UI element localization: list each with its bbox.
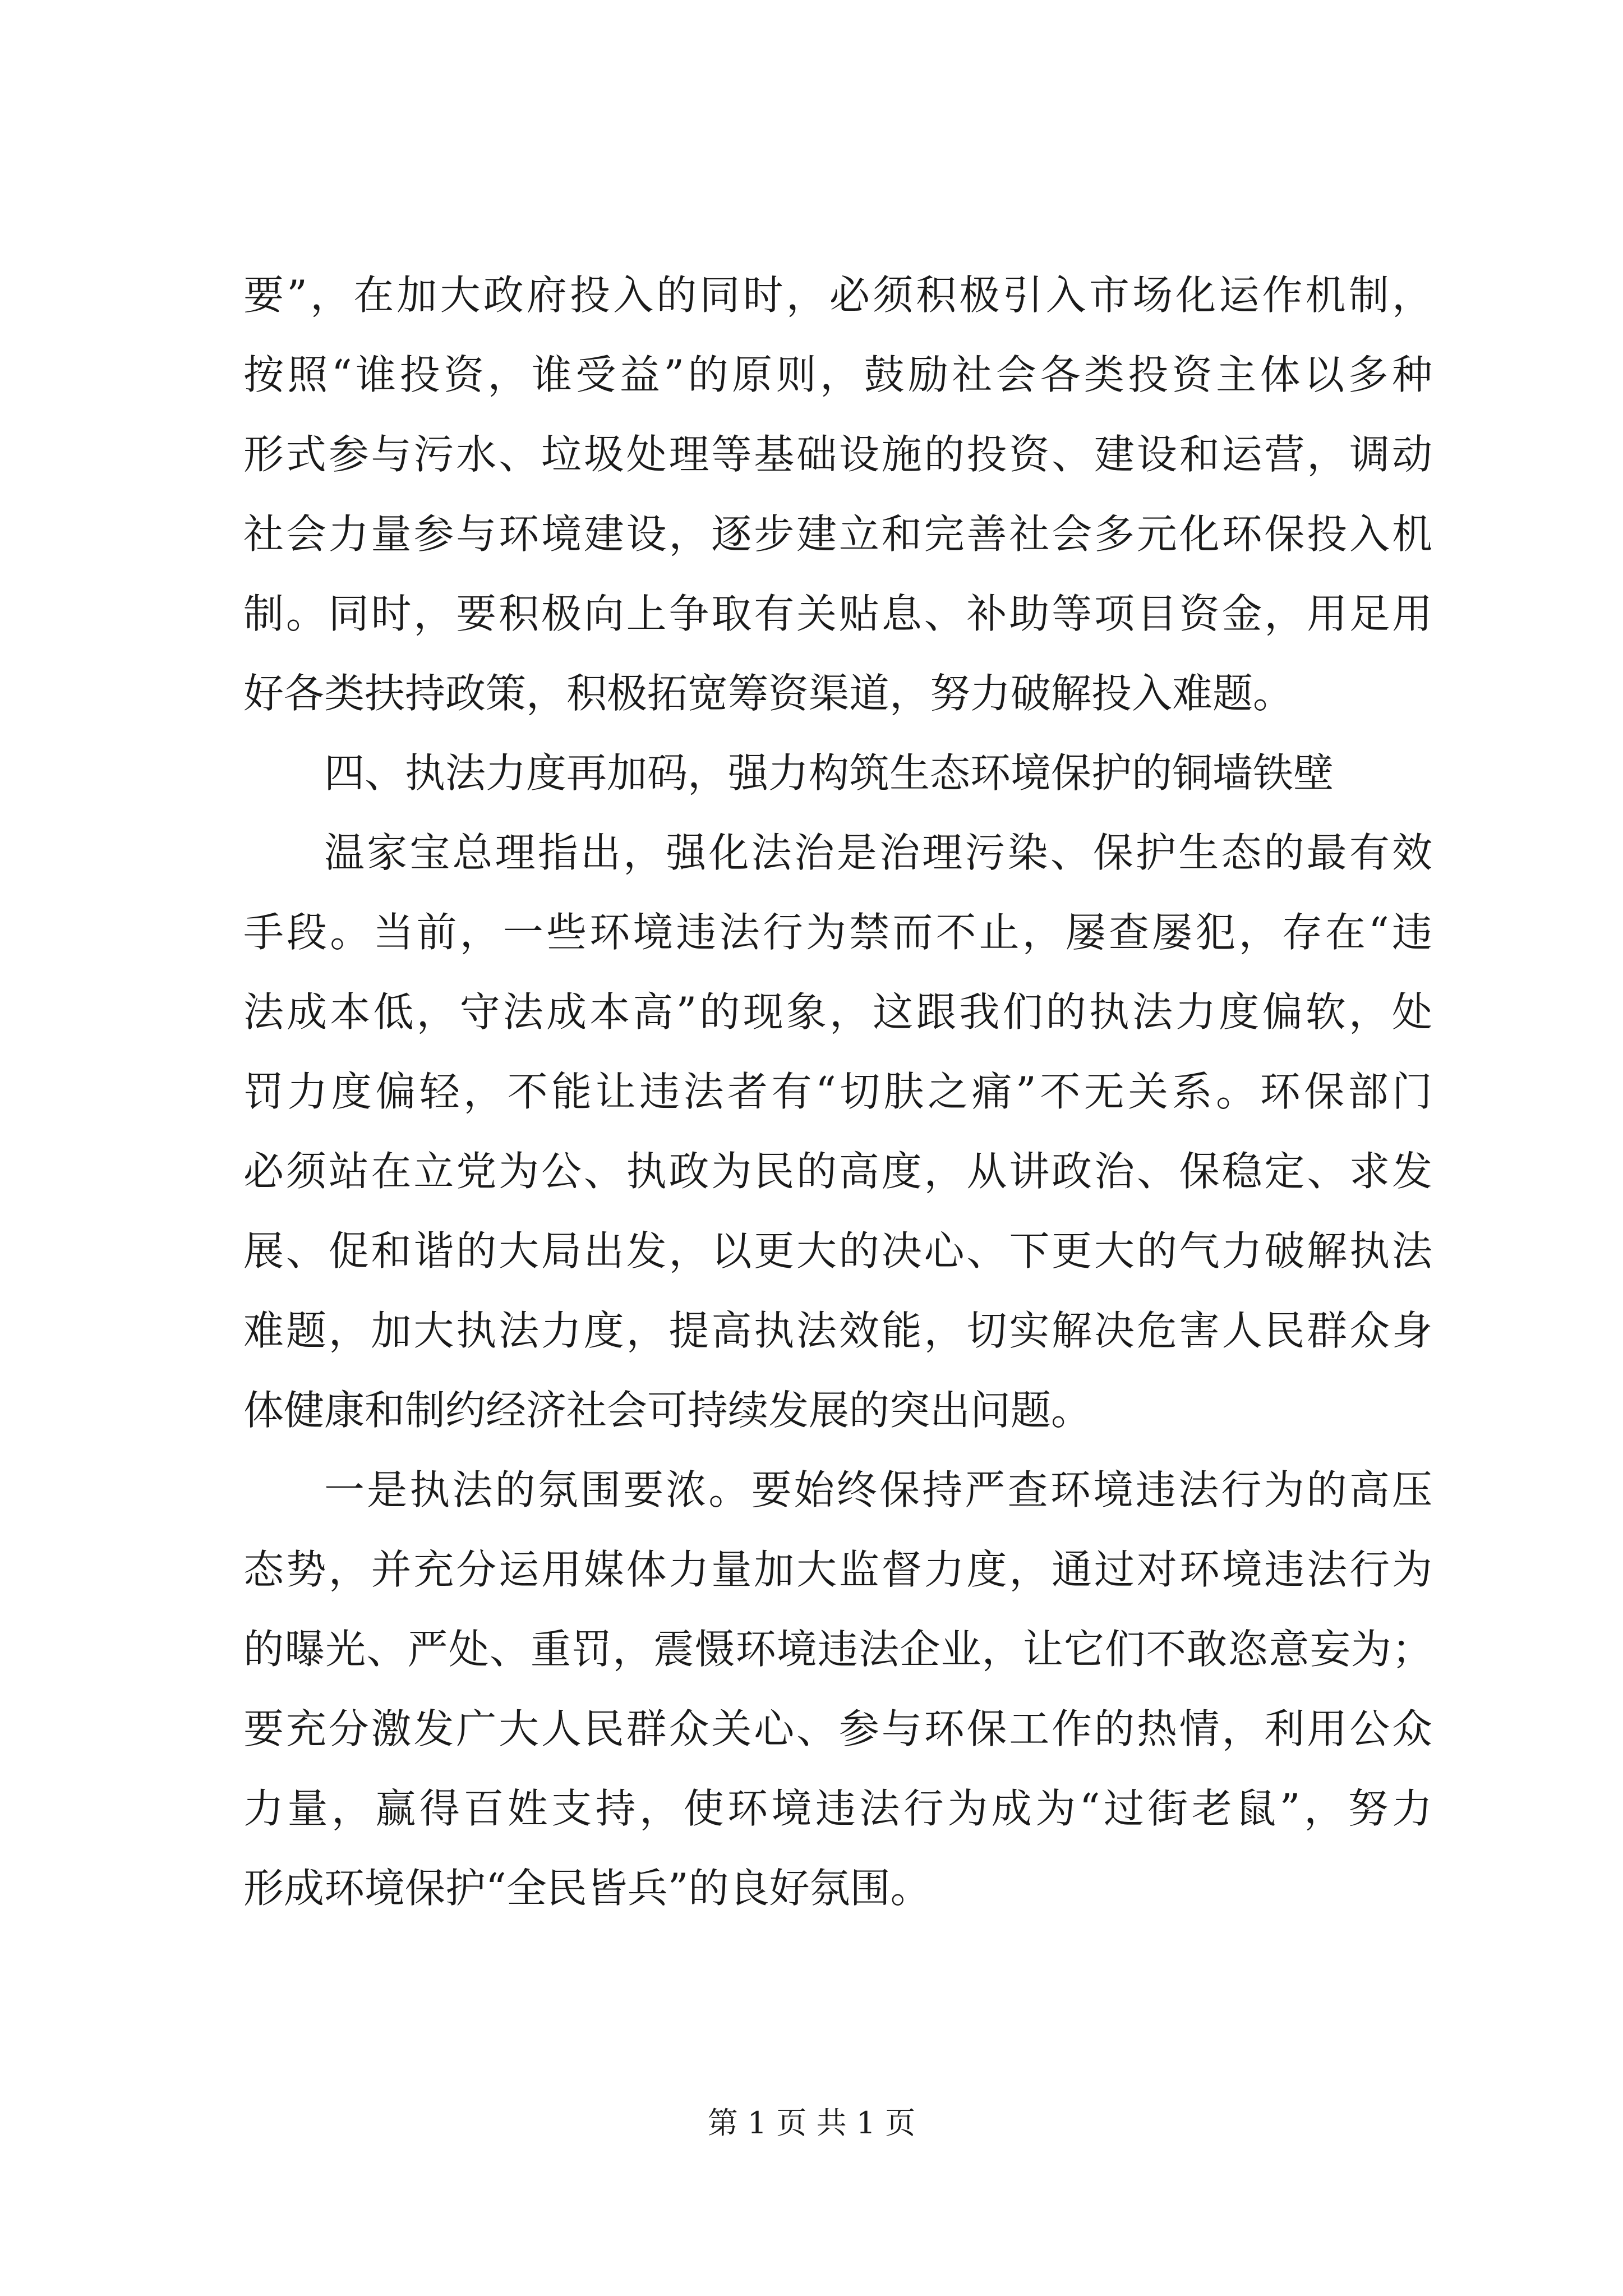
text-line: 要”，在加大政府投入的同时，必须积极引入市场化运作机制， [243,272,1432,319]
text-line: 温家宝总理指出，强化法治是治理污染、保护生态的最有效 [324,829,1432,876]
document-body [243,255,1432,1928]
text-line: 制。同时，要积极向上争取有关贴息、补助等项目资金，用足用 [243,590,1432,637]
text-line: 形式参与污水、垃圾处理等基础设施的投资、建设和运营，调动 [243,431,1432,478]
text-line: 罚力度偏轻，不能让违法者有“切肤之痛”不无关系。环保部门 [243,1068,1432,1115]
text-line: 难题，加大执法力度，提高执法效能，切实解决危害人民群众身 [243,1307,1432,1354]
text-line: 要充分激发广大人民群众关心、参与环保工作的热情，利用公众 [243,1705,1432,1752]
page-footer: 第 1 页 共 1 页 [707,2105,916,2141]
text-line: 一是执法的氛围要浓。要始终保持严查环境违法行为的高压 [324,1466,1432,1513]
section-heading: 四、执法力度再加码，强力构筑生态环境保护的铜墙铁壁 [324,749,1334,797]
text-line: 必须站在立党为公、执政为民的高度，从讲政治、保稳定、求发 [243,1148,1432,1195]
text-line: 形成环境保护“全民皆兵”的良好氛围。 [243,1865,931,1912]
text-line: 体健康和制约经济社会可持续发展的突出问题。 [243,1387,1092,1434]
text-line: 好各类扶持政策，积极拓宽筹资渠道，努力破解投入难题。 [243,670,1294,717]
text-line: 按照“谁投资，谁受益”的原则，鼓励社会各类投资主体以多种 [243,351,1432,398]
text-line: 的曝光、严处、重罚，震慑环境违法企业，让它们不敢恣意妄为； [243,1626,1432,1673]
text-line: 展、促和谐的大局出发，以更大的决心、下更大的气力破解执法 [243,1227,1432,1274]
text-line: 力量，赢得百姓支持，使环境违法行为成为“过街老鼠”，努力 [243,1785,1432,1832]
text-line: 法成本低，守法成本高”的现象，这跟我们的执法力度偏软，处 [243,988,1432,1036]
text-line: 手段。当前，一些环境违法行为禁而不止，屡查屡犯，存在“违 [243,909,1432,956]
text-line: 社会力量参与环境建设，逐步建立和完善社会多元化环保投入机 [243,510,1432,558]
text-line: 态势，并充分运用媒体力量加大监督力度，通过对环境违法行为 [243,1546,1432,1593]
